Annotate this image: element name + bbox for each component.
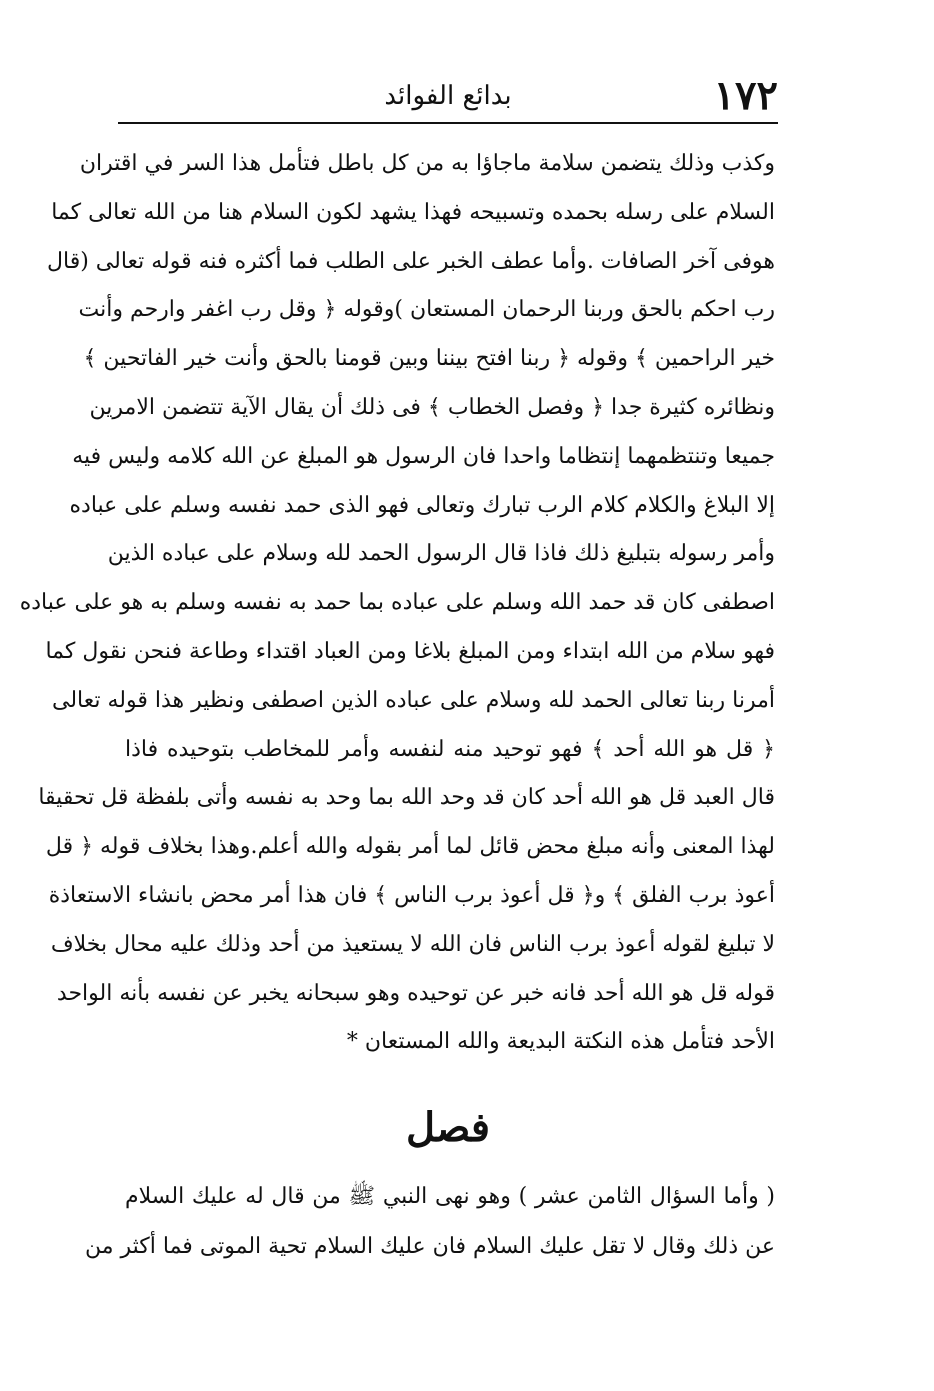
text-line: وأمر رسوله بتبليغ ذلك فاذا قال الرسول الحمد لله وسلام على عباده الذين: [107, 541, 775, 567]
text-line: جميعا وتنتظمهما إنتظاما واحدا فان الرسول هو المبلغ عن الله كلامه وليس فيه: [72, 443, 775, 469]
text-line: أمرنا ربنا تعالى الحمد لله وسلام على عباده الذين اصطفى ونظير هذا قوله تعالى: [52, 687, 775, 713]
text-line: وكذب وذلك يتضمن سلامة ماجاؤا به من كل باطل فتأمل هذا السر في اقتران: [79, 151, 775, 176]
text-line: اصطفى كان قد حمد الله وسلم على عباده بما حمد به نفسه وسلم به هو على عباده: [19, 590, 775, 616]
text-line: ( وأما السؤال الثامن عشر ) وهو نهى النبي ﷺ من قال له عليك السلام: [125, 1184, 775, 1209]
section-heading: فصل: [405, 1104, 491, 1151]
text-line: أعوذ برب الفلق ﴾ و﴿ قل أعوذ برب الناس ﴾ فان هذا أمر محض بانشاء الاستعاذة: [48, 882, 775, 908]
page-number: ١٧٢: [713, 72, 778, 119]
section-text: [85, 1172, 775, 1272]
text-line: لهذا المعنى وأنه مبلغ محض قائل لما أمر بقوله والله أعلم.وهذا بخلاف قوله ﴿ قل: [45, 834, 775, 860]
text-line: الأحد فتأمل هذه النكتة البديعة والله المستعان *: [346, 1029, 775, 1055]
text-line: ونظائره كثيرة جدا ﴿ وفصل الخطاب ﴾ فى ذلك أن يقال الآية تتضمن الامرين: [89, 394, 775, 420]
text-line: قال العبد قل هو الله أحد كان قد وحد الله بما وحد به نفسه وأتى بلفظة قل تحقيقا: [38, 785, 775, 811]
text-line: خير الراحمين ﴾ وقوله ﴿ ربنا افتح بيننا وبين قومنا بالحق وأنت خير الفاتحين ﴾: [83, 346, 775, 372]
text-line: هوفى آخر الصافات .وأما عطف الخبر على الطلب فما أكثره فنه قوله تعالى (قال: [47, 248, 775, 274]
running-title: بدائع الفوائد: [384, 81, 512, 111]
text-line: إلا البلاغ والكلام كلام الرب تبارك وتعالى فهو الذى حمد نفسه وسلم على عباده: [69, 492, 775, 518]
text-line: ﴿ قل هو الله أحد ﴾ فهو توحيد منه لنفسه وأمر للمخاطب بتوحيده فاذا: [125, 736, 775, 762]
text-line: فهو سلام من الله ابتداء ومن المبلغ بلاغا ومن العباد اقتداء وطاعة فنحن نقول كما: [45, 638, 775, 664]
text-line: عن ذلك وقال لا تقل عليك السلام فان عليك السلام تحية الموتى فما أكثر من: [85, 1234, 775, 1259]
main-text: [19, 140, 775, 1067]
header-rule: [118, 122, 778, 124]
text-line: رب احكم بالحق وربنا الرحمان المستعان )وقوله ﴿ وقل رب اغفر وارحم وأنت: [78, 297, 775, 323]
text-line: لا تبليغ لقوله أعوذ برب الناس فان الله لا يستعيذ من أحد وذلك عليه محال بخلاف: [50, 931, 775, 957]
text-line: قوله قل هو الله أحد فانه خبر عن توحيده وهو سبحانه يخبر عن نفسه بأنه الواحد: [56, 980, 775, 1006]
text-line: السلام على رسله بحمده وتسبيحه فهذا يشهد لكون السلام هنا من الله تعالى كما: [51, 199, 775, 225]
page-header: [118, 70, 778, 122]
